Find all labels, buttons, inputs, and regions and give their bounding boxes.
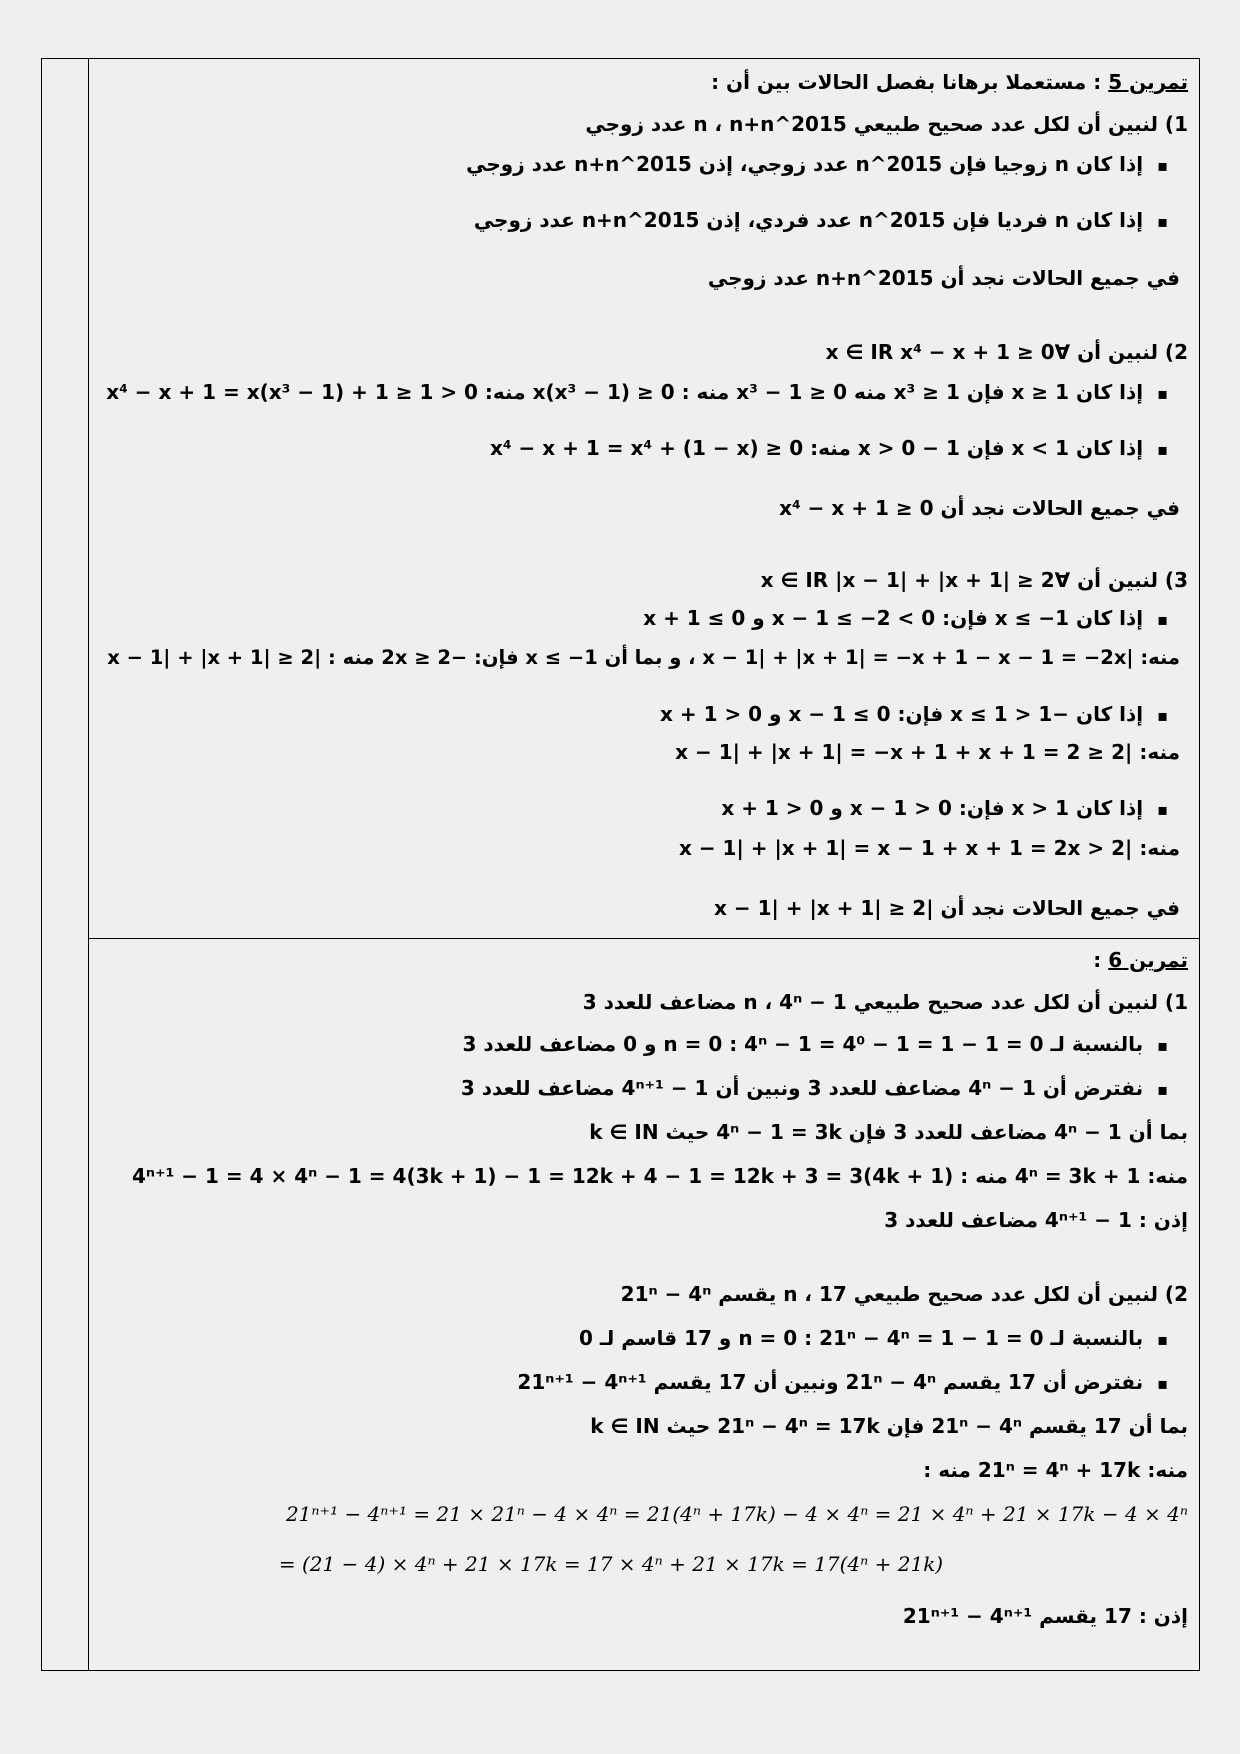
ex6-p2-eq2: = (21 − 4) × 4ⁿ + 21 × 17k = 17 × 4ⁿ + 21 × 17k = 17(4ⁿ + 21k) [278, 1552, 944, 1576]
ex6-p2-since: بما أن 17 يقسم 21ⁿ − 4ⁿ فإن 21ⁿ − 4ⁿ = 17k حيث k ∈ IN [590, 1414, 1188, 1438]
ex5-p1-case1: ▪ إذا كان n زوجيا فإن n^2015 عدد زوجي، إذن n+n^2015 عدد زوجي [92, 150, 1168, 180]
ex6-p1-conclusion: إذن : 4ⁿ⁺¹ − 1 مضاعف للعدد 3 [884, 1208, 1188, 1232]
ex5-p3-case2b: منه: |x − 1| + |x + 1| = −x + 1 + x + 1 = 2 ≥ 2 [675, 740, 1180, 764]
ex6-p2-conclusion: إذن : 17 يقسم 21ⁿ⁺¹ − 4ⁿ⁺¹ [902, 1604, 1188, 1628]
margin-rule [88, 58, 89, 1671]
ex5-p2-conclusion: في جميع الحالات نجد أن x⁴ − x + 1 ≥ 0 [779, 496, 1180, 520]
ex6-p1-then: منه: 4ⁿ = 3k + 1 منه : 4ⁿ⁺¹ − 1 = 4 × 4ⁿ − 1 = 4(3k + 1) − 1 = 12k + 4 − 1 = 12k + 3 = 3(4k + 1) [131, 1164, 1188, 1188]
ex5-p3-statement: 3) لنبين أن ∀x ∈ IR |x − 1| + |x + 1| ≥ 2 [760, 568, 1188, 592]
ex6-intro: : [1093, 948, 1109, 972]
ex5-p3-case2: ▪ إذا كان −1 < x ≤ 1 فإن: x − 1 ≤ 0 و x + 1 > 0 [92, 700, 1168, 730]
ex5-p3-case1b: منه: |x − 1| + |x + 1| = −x + 1 − x − 1 = −2x ، و بما أن x ≤ −1 فإن: −2x ≥ 2 منه : |x − 1| + |x + 1| ≥ 2 [107, 646, 1180, 669]
ex6-p2-hyp: ▪ نفترض أن 17 يقسم 21ⁿ − 4ⁿ ونبين أن 17 يقسم 21ⁿ⁺¹ − 4ⁿ⁺¹ [92, 1368, 1168, 1398]
ex6-heading [92, 946, 1188, 974]
ex5-p3-case3: ▪ إذا كان x > 1 فإن: x − 1 > 0 و x + 1 > 0 [92, 794, 1168, 824]
ex5-p2-case2: ▪ إذا كان x < 1 فإن 1 − x > 0 منه: x⁴ − x + 1 = x⁴ + (1 − x) ≥ 0 [92, 434, 1168, 464]
ex6-p2-eq1: 21ⁿ⁺¹ − 4ⁿ⁺¹ = 21 × 21ⁿ − 4 × 4ⁿ = 21(4ⁿ + 17k) − 4 × 4ⁿ = 21 × 4ⁿ + 21 × 17k − 4 × 4ⁿ [285, 1502, 1188, 1526]
ex6-p1-hyp: ▪ نفترض أن 4ⁿ − 1 مضاعف للعدد 3 ونبين أن 4ⁿ⁺¹ − 1 مضاعف للعدد 3 [92, 1074, 1168, 1104]
ex5-p3-case3b: منه: |x − 1| + |x + 1| = x − 1 + x + 1 = 2x > 2 [678, 836, 1180, 860]
ex5-p3-case1: ▪ إذا كان x ≤ −1 فإن: x − 1 ≤ −2 < 0 و x + 1 ≤ 0 [92, 604, 1168, 634]
ex6-p1-statement: 1) لنبين أن لكل عدد صحيح طبيعي n ، 4ⁿ − 1 مضاعف للعدد 3 [582, 990, 1188, 1014]
ex5-p2-case1: ▪ إذا كان x ≥ 1 فإن x³ ≥ 1 منه x³ − 1 ≥ 0 منه : x(x³ − 1) ≥ 0 منه: x⁴ − x + 1 = x(x³ − 1) + 1 ≥ 1 > 0 [92, 378, 1168, 408]
ex5-title: تمرين 5 [1108, 70, 1188, 94]
ex5-p1-statement: 1) لنبين أن لكل عدد صحيح طبيعي n ، n+n^2015 عدد زوجي [585, 112, 1188, 136]
ex5-p1-case2: ▪ إذا كان n فرديا فإن n^2015 عدد فردي، إذن n+n^2015 عدد زوجي [92, 206, 1168, 236]
exercise-separator [88, 938, 1200, 939]
ex5-p2-statement: 2) لنبين أن ∀x ∈ IR x⁴ − x + 1 ≥ 0 [825, 340, 1188, 364]
ex6-p1-since: بما أن 4ⁿ − 1 مضاعف للعدد 3 فإن 4ⁿ − 1 = 3k حيث k ∈ IN [589, 1120, 1188, 1144]
ex6-p2-base: ▪ بالنسبة لـ n = 0 : 21ⁿ − 4ⁿ = 1 − 1 = 0 و 17 قاسم لـ 0 [92, 1324, 1168, 1354]
ex5-intro: : مستعملا برهانا بفصل الحالات بين أن : [711, 70, 1109, 94]
ex6-title: تمرين 6 [1108, 948, 1188, 972]
ex6-p2-statement: 2) لنبين أن لكل عدد صحيح طبيعي n ، 17 يقسم 21ⁿ − 4ⁿ [620, 1282, 1188, 1306]
ex5-p1-conclusion: في جميع الحالات نجد أن n+n^2015 عدد زوجي [707, 266, 1180, 290]
ex5-p3-conclusion: في جميع الحالات نجد أن |x − 1| + |x + 1| ≥ 2 [714, 896, 1180, 920]
ex5-heading [92, 68, 1188, 96]
ex6-p2-then: منه: 21ⁿ = 4ⁿ + 17k منه : [923, 1458, 1188, 1482]
ex6-p1-base: ▪ بالنسبة لـ n = 0 : 4ⁿ − 1 = 4⁰ − 1 = 1 − 1 = 0 و 0 مضاعف للعدد 3 [92, 1030, 1168, 1060]
